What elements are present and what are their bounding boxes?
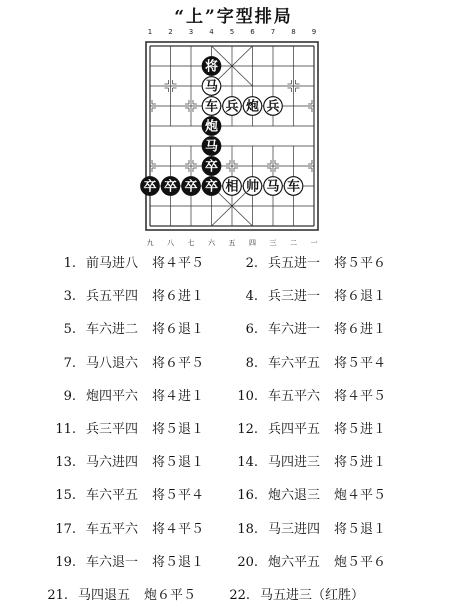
piece-black [141, 177, 160, 196]
move-entry [236, 518, 386, 537]
piece-label: 马 [204, 79, 219, 95]
move-entry [54, 518, 204, 537]
black-move: 将５退１ [152, 455, 205, 471]
file-label-top: 5 [229, 28, 235, 36]
move-entry [236, 551, 386, 570]
move-number: 12. [237, 422, 258, 437]
file-label-bottom: 二 [290, 239, 297, 247]
piece-black [202, 137, 221, 156]
file-label-bottom: 七 [187, 239, 195, 247]
piece-label: 兵 [225, 99, 239, 115]
move-number: 18. [237, 521, 258, 537]
red-move: 马五进三（红胜） [260, 588, 365, 603]
file-label-top: 7 [270, 28, 276, 36]
black-move: 将４平５ [152, 256, 205, 271]
piece-red [264, 97, 283, 116]
move-number: 3. [63, 289, 76, 305]
move-number: 9. [63, 388, 76, 404]
piece-black [202, 57, 221, 76]
black-move: 将５进１ [334, 422, 387, 437]
move-entry [236, 385, 386, 404]
move-row [0, 252, 467, 276]
black-move: 将５退１ [152, 422, 205, 437]
move-entry [54, 252, 204, 271]
move-entry [46, 584, 196, 603]
piece-red [243, 177, 262, 196]
black-move: 将５平４ [152, 488, 205, 504]
move-number: 16. [237, 488, 258, 504]
move-row [0, 518, 467, 542]
piece-black [161, 177, 180, 196]
black-move: 将５退１ [152, 554, 205, 570]
move-number: 10. [237, 388, 258, 404]
red-move: 马八退六 [86, 355, 139, 371]
move-number: 21. [47, 588, 68, 603]
move-entry [236, 418, 386, 437]
file-label-bottom: 六 [208, 239, 215, 247]
file-label-top: 8 [291, 28, 296, 36]
file-label-bottom: 一 [310, 239, 318, 247]
move-number: 19. [55, 554, 76, 570]
move-number: 4. [245, 289, 258, 305]
black-move: 将６进１ [334, 322, 387, 338]
board-diagram [140, 25, 328, 251]
move-number: 2. [245, 256, 258, 271]
black-move: 将４平５ [334, 388, 387, 404]
piece-red [243, 97, 262, 116]
file-label-top: 3 [188, 28, 194, 36]
red-move: 车六退一 [86, 554, 139, 570]
black-move: 炮５平６ [334, 554, 387, 570]
black-move: 将６进１ [152, 289, 205, 305]
black-move: 炮４平５ [334, 488, 387, 504]
red-move: 兵三平四 [86, 422, 139, 437]
piece-label: 马 [266, 179, 280, 195]
piece-red [202, 97, 221, 116]
move-entry [236, 484, 386, 503]
move-entry [54, 352, 204, 371]
piece-black [182, 177, 201, 196]
black-move: 将６退１ [152, 322, 205, 338]
red-move: 马四进三 [268, 455, 321, 471]
move-row [0, 551, 467, 575]
red-move: 车六进二 [86, 322, 139, 338]
file-label-bottom: 九 [146, 239, 154, 247]
move-entry [236, 318, 386, 337]
page-title: “上”字型排局 [174, 7, 293, 27]
move-entry [236, 252, 386, 271]
piece-black [202, 117, 221, 136]
piece-label: 车 [204, 99, 219, 115]
black-move: 将４进１ [152, 388, 205, 404]
black-move: 将６退１ [334, 289, 387, 305]
move-row [0, 285, 467, 309]
piece-red [202, 77, 221, 96]
file-label-top: 4 [209, 28, 214, 36]
piece-red [223, 97, 242, 116]
piece-label: 将 [204, 59, 219, 75]
move-number: 7. [63, 355, 76, 371]
xiangqi-board [140, 25, 328, 251]
red-move: 兵五平四 [86, 289, 139, 305]
file-label-top: 1 [147, 28, 153, 36]
move-number: 17. [55, 521, 76, 537]
move-entry [54, 418, 204, 437]
black-move: 炮６平５ [144, 588, 197, 603]
red-move: 车六平五 [268, 355, 321, 371]
red-move: 兵四平五 [268, 422, 321, 437]
piece-black [202, 157, 221, 176]
piece-label: 马 [204, 139, 219, 155]
red-move: 兵三进一 [268, 289, 321, 305]
piece-label: 炮 [245, 99, 260, 115]
file-label-bottom: 四 [249, 239, 256, 247]
piece-label: 卒 [163, 179, 178, 195]
black-move: 将５平４ [334, 355, 387, 371]
move-number: 8. [245, 355, 258, 371]
move-entry [54, 551, 204, 570]
piece-label: 卒 [204, 159, 219, 175]
red-move: 炮六退三 [268, 488, 321, 504]
move-number: 20. [237, 554, 258, 570]
move-entry [236, 285, 386, 304]
red-move: 兵五进一 [268, 256, 321, 271]
red-move: 车六进一 [268, 322, 321, 338]
move-row [0, 584, 467, 608]
piece-label: 炮 [204, 119, 219, 135]
move-entry [54, 285, 204, 304]
black-move: 将４平５ [152, 521, 205, 537]
red-move: 马四退五 [78, 588, 131, 603]
piece-red [284, 177, 303, 196]
move-entry [54, 484, 204, 503]
move-number: 1. [63, 256, 76, 271]
piece-red [264, 177, 283, 196]
move-entry [54, 385, 204, 404]
red-move: 车六平五 [86, 488, 139, 504]
move-entry [236, 451, 386, 470]
move-number: 15. [55, 488, 76, 504]
piece-red [223, 177, 242, 196]
file-label-top: 9 [311, 28, 317, 36]
red-move: 炮六平五 [268, 554, 321, 570]
move-number: 6. [245, 322, 258, 338]
move-number: 13. [55, 455, 76, 471]
file-label-top: 2 [168, 28, 173, 36]
red-move: 车五平六 [268, 388, 321, 404]
red-move: 前马进八 [86, 256, 139, 271]
move-row [0, 318, 467, 342]
piece-label: 卒 [143, 179, 157, 195]
black-move: 将５进１ [334, 455, 387, 471]
black-move: 将６平５ [152, 355, 205, 371]
piece-label: 卒 [184, 179, 198, 195]
red-move: 车五平六 [86, 521, 139, 537]
move-row [0, 418, 467, 442]
move-number: 5. [63, 322, 76, 338]
file-label-top: 6 [250, 28, 255, 36]
black-move: 将５退１ [334, 521, 387, 537]
move-entry [236, 352, 386, 371]
piece-label: 卒 [204, 179, 219, 195]
red-move: 炮四平六 [86, 388, 139, 404]
file-label-bottom: 五 [228, 239, 236, 247]
move-number: 22. [229, 588, 250, 603]
piece-label: 帅 [245, 179, 260, 195]
piece-label: 兵 [266, 99, 280, 115]
red-move: 马三进四 [268, 521, 321, 537]
move-row [0, 451, 467, 475]
move-entry [54, 318, 204, 337]
move-row [0, 385, 467, 409]
move-row [0, 484, 467, 508]
file-label-bottom: 八 [167, 239, 174, 247]
piece-black [202, 177, 221, 196]
piece-label: 相 [225, 179, 239, 195]
black-move: 将５平６ [334, 256, 387, 271]
move-number: 14. [237, 455, 258, 471]
red-move: 马六进四 [86, 455, 139, 471]
move-number: 11. [55, 422, 76, 437]
file-label-bottom: 三 [269, 239, 277, 247]
piece-label: 车 [286, 179, 301, 195]
move-entry [54, 451, 204, 470]
move-entry [228, 584, 364, 603]
move-row [0, 352, 467, 376]
